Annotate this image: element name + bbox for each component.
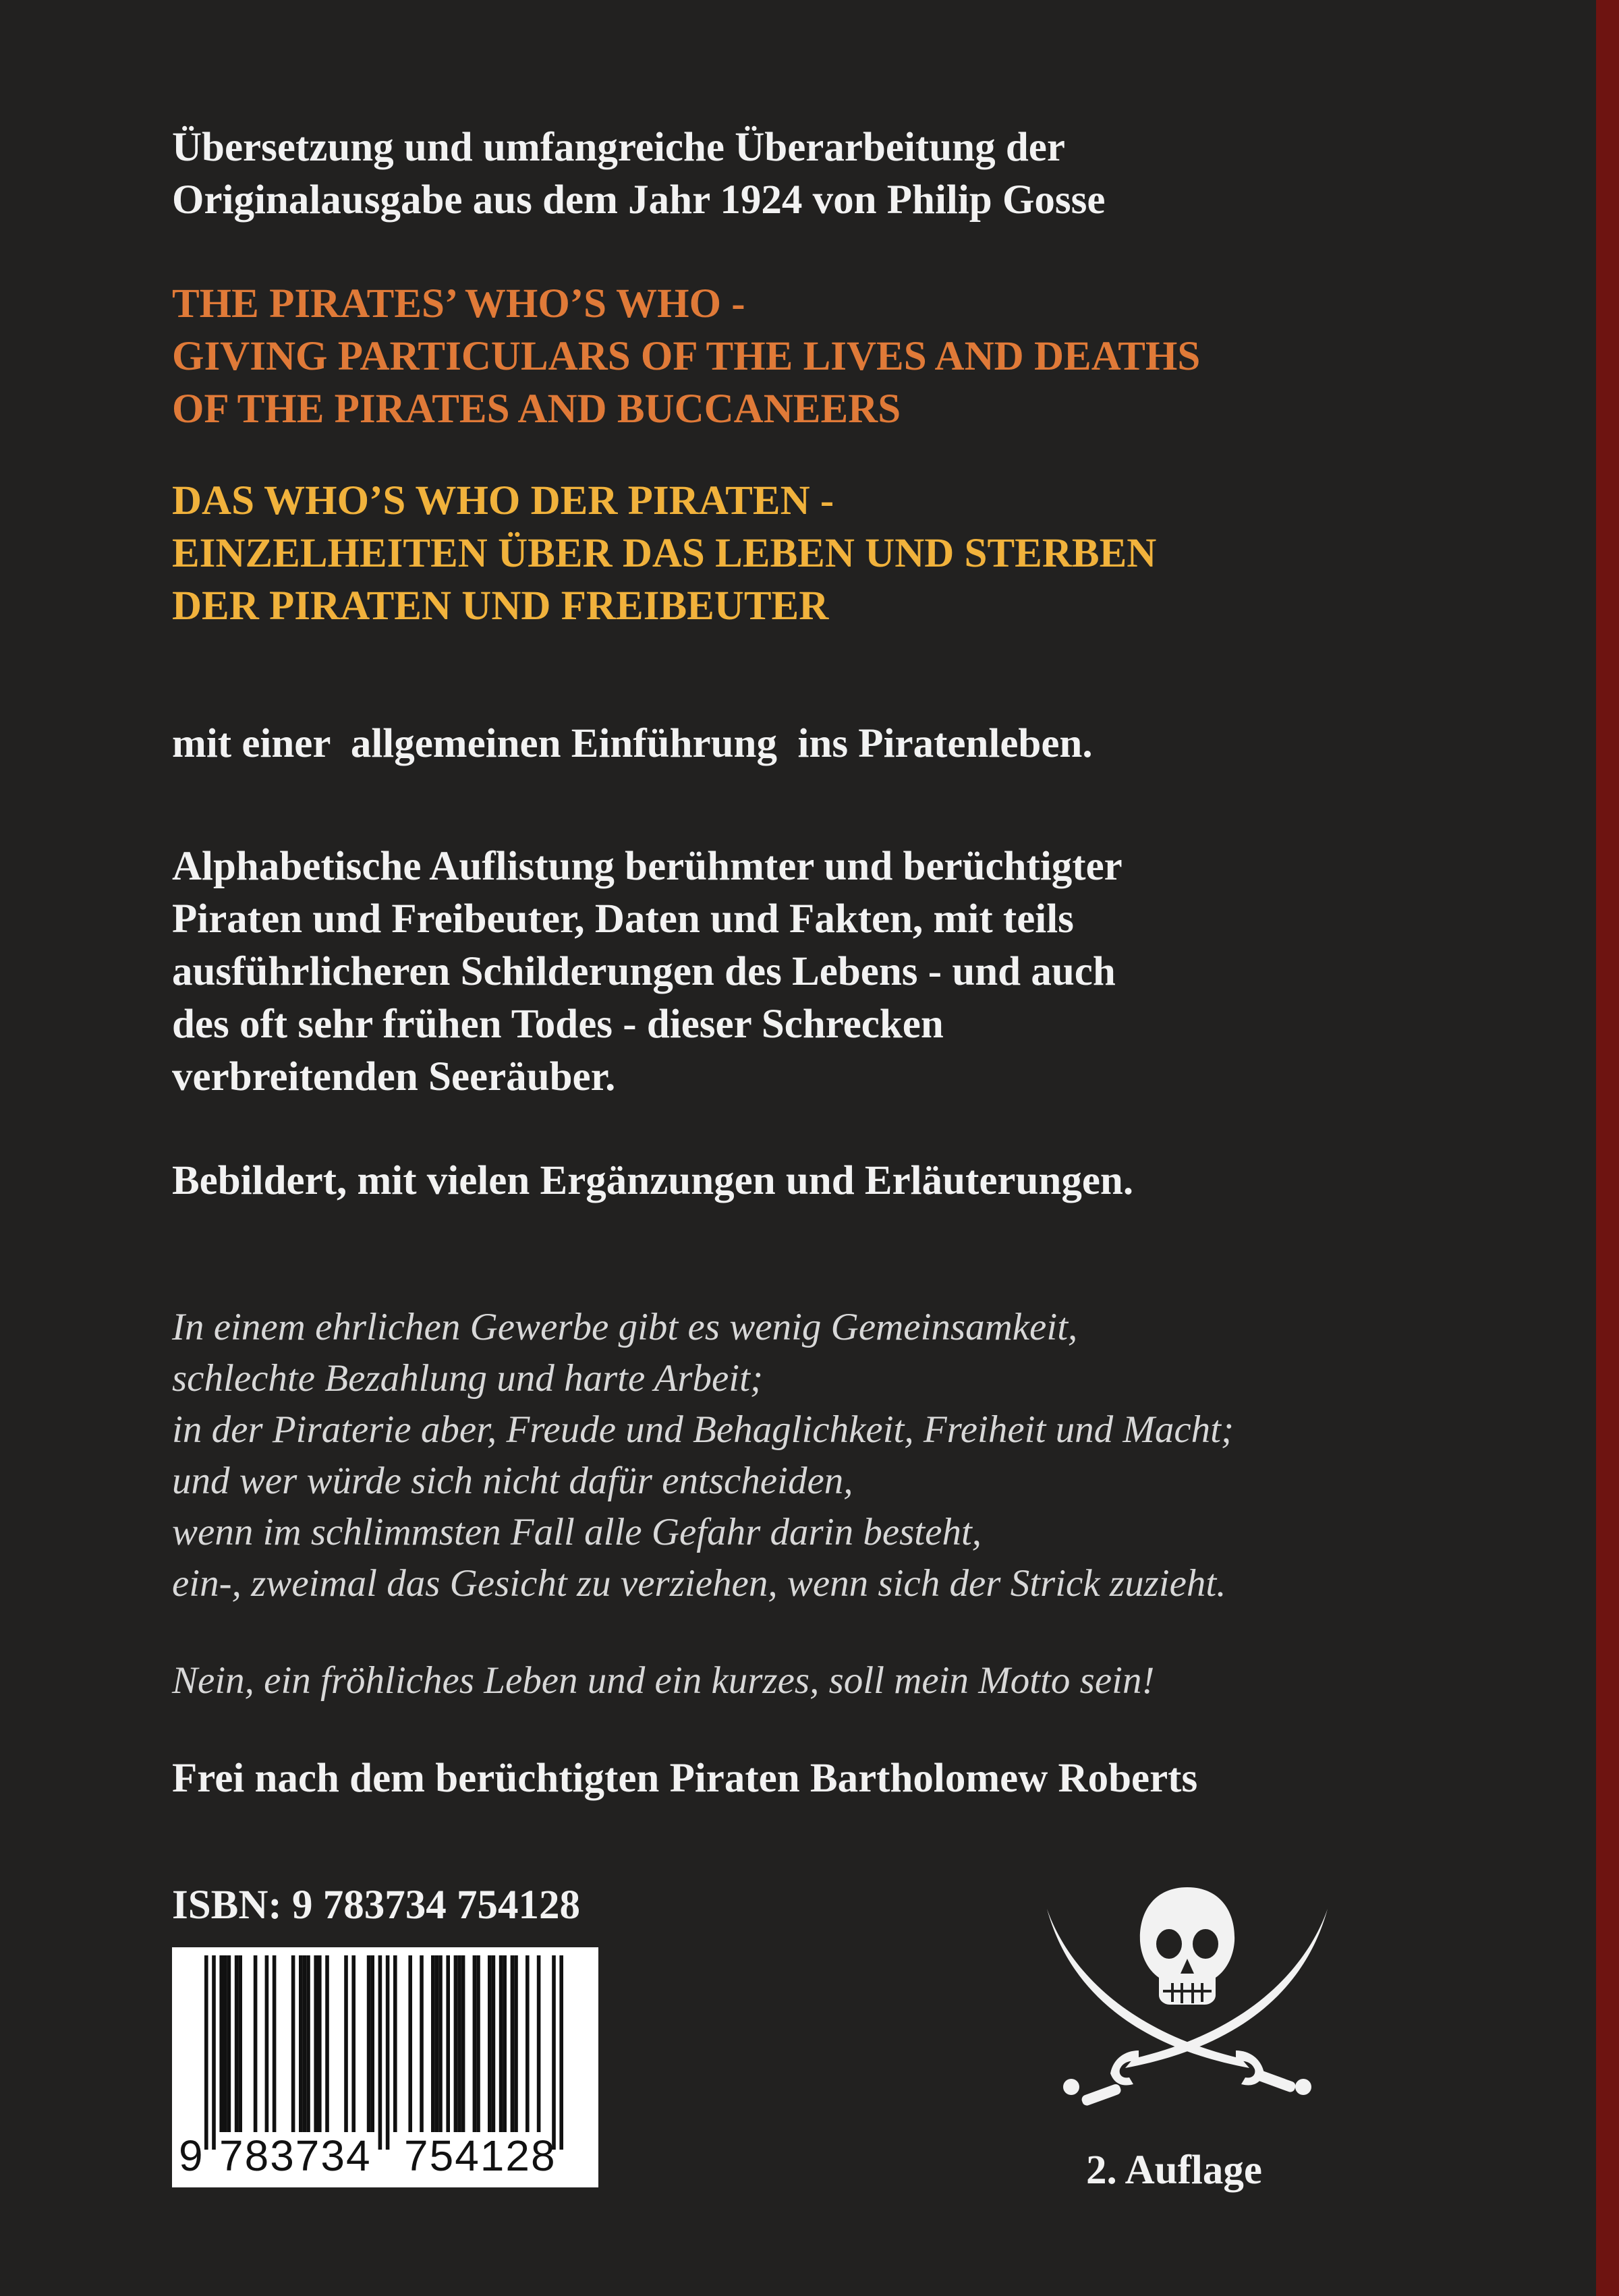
skull-and-crossed-cutlasses-icon [1039,1882,1336,2111]
barcode-bar [492,1955,496,2132]
pirate-verse [172,1302,1359,1609]
barcode-bar [325,1955,329,2132]
barcode-left-digits: 783734 [219,2131,372,2180]
barcode-digits [172,2132,598,2179]
barcode-bar [514,1955,518,2132]
isbn-label: ISBN: 9 783734 754128 [172,1883,580,1928]
lead-text: mit einer allgemeinen Einführung ins Piratenleben. [172,721,1093,766]
barcode-bar [393,1955,397,2132]
lead-line [172,718,1359,770]
barcode-bar [238,1955,242,2132]
edition-label: 2. Auflage [1086,2148,1262,2193]
barcode-bar [227,1955,231,2132]
barcode-bar [435,1955,439,2132]
barcode-bar [235,1955,239,2132]
german-title [172,475,1359,633]
description-line: Alphabetische Auflistung berühmter und berüchtigter [172,844,1123,889]
barcode-bar [454,1955,458,2132]
barcode-bar [461,1955,465,2132]
barcode-bar [386,1955,390,2150]
motto [172,1655,1359,1706]
barcode-bar [212,1955,216,2150]
verse-line: und wer würde sich nicht dafür entscheiden, [172,1460,853,1502]
barcode-bar [378,1955,382,2150]
description-line: verbreitenden Seeräuber. [172,1054,616,1099]
illustrated-note [172,1155,1359,1207]
english-title-line: GIVING PARTICULARS OF THE LIVES AND DEATHS [172,334,1201,379]
barcode-bar [431,1955,435,2132]
barcode-bar [526,1955,530,2132]
illustrated-text: Bebildert, mit vielen Ergänzungen und Erläuterungen. [172,1158,1134,1203]
verse-line: wenn im schlimmsten Fall alle Gefahr darin besteht, [172,1511,982,1553]
barcode-bar [446,1955,450,2132]
german-title-line: DAS WHO’S WHO DER PIRATEN - [172,478,834,523]
barcode-bar [503,1955,507,2132]
barcode-bar [420,1955,424,2132]
barcode-bar [559,1955,563,2150]
barcode-bar [476,1955,480,2132]
german-title-line: DER PIRATEN UND FREIBEUTER [172,583,829,629]
description-paragraph [172,840,1359,1103]
barcode-right-digits: 754128 [404,2131,557,2180]
barcode-bar [552,1955,556,2150]
barcode-bar [291,1955,295,2132]
barcode-bar [318,1955,322,2132]
english-title [172,278,1359,436]
barcode-bar [367,1955,371,2132]
verse-line: in der Piraterie aber, Freude und Behaglichkeit, Freiheit und Macht; [172,1408,1234,1451]
barcode-bar [499,1955,503,2132]
barcode-bar [306,1955,310,2132]
barcode-bar [223,1955,227,2132]
barcode-bar [511,1955,515,2132]
barcode-bar [254,1955,258,2132]
barcode-bar [351,1955,356,2132]
barcode-bar [314,1955,318,2132]
barcode-bar [344,1955,348,2132]
barcode-bar [303,1955,307,2132]
barcode-bar [265,1955,269,2132]
intro-paragraph [172,121,1359,227]
barcode-bar [299,1955,303,2132]
barcode-bar [488,1955,492,2132]
barcode-bar [370,1955,374,2132]
spine-edge-strip [1596,0,1619,2296]
english-title-line: THE PIRATES’ WHO’S WHO - [172,281,745,326]
attribution-text: Frei nach dem berüchtigten Piraten Bartholomew Roberts [172,1756,1198,1801]
description-line: ausführlicheren Schilderungen des Lebens - und auch [172,949,1116,994]
isbn-barcode [172,1947,598,2187]
attribution [172,1752,1359,1805]
english-title-line: OF THE PIRATES AND BUCCANEERS [172,386,901,432]
german-title-line: EINZELHEITEN ÜBER DAS LEBEN UND STERBEN [172,531,1157,576]
barcode-bar [219,1955,223,2132]
barcode-first-digit: 9 [179,2131,203,2180]
barcode-bar [537,1955,541,2132]
barcode-bar [457,1955,461,2132]
description-line: des oft sehr frühen Todes - dieser Schrecken [172,1002,944,1047]
verse-line: schlechte Bezahlung und harte Arbeit; [172,1357,763,1400]
intro-line: Originalausgabe aus dem Jahr 1924 von Philip Gosse [172,177,1106,223]
verse-line: In einem ehrlichen Gewerbe gibt es wenig Gemeinsamkeit, [172,1306,1078,1348]
barcode-bar [438,1955,443,2132]
description-line: Piraten und Freibeuter, Daten und Fakten, mit teils [172,896,1074,942]
intro-line: Übersetzung und umfangreiche Überarbeitung der [172,125,1065,170]
barcode-bar [273,1955,277,2132]
back-cover-text [172,121,1359,1805]
barcode-bar [204,1955,208,2150]
barcode-bar [473,1955,477,2132]
barcode-bar [408,1955,412,2132]
verse-line: ein-, zweimal das Gesicht zu verziehen, wenn sich der Strick zuzieht. [172,1562,1226,1605]
motto-text: Nein, ein fröhliches Leben und ein kurzes, soll mein Motto sein! [172,1659,1155,1702]
